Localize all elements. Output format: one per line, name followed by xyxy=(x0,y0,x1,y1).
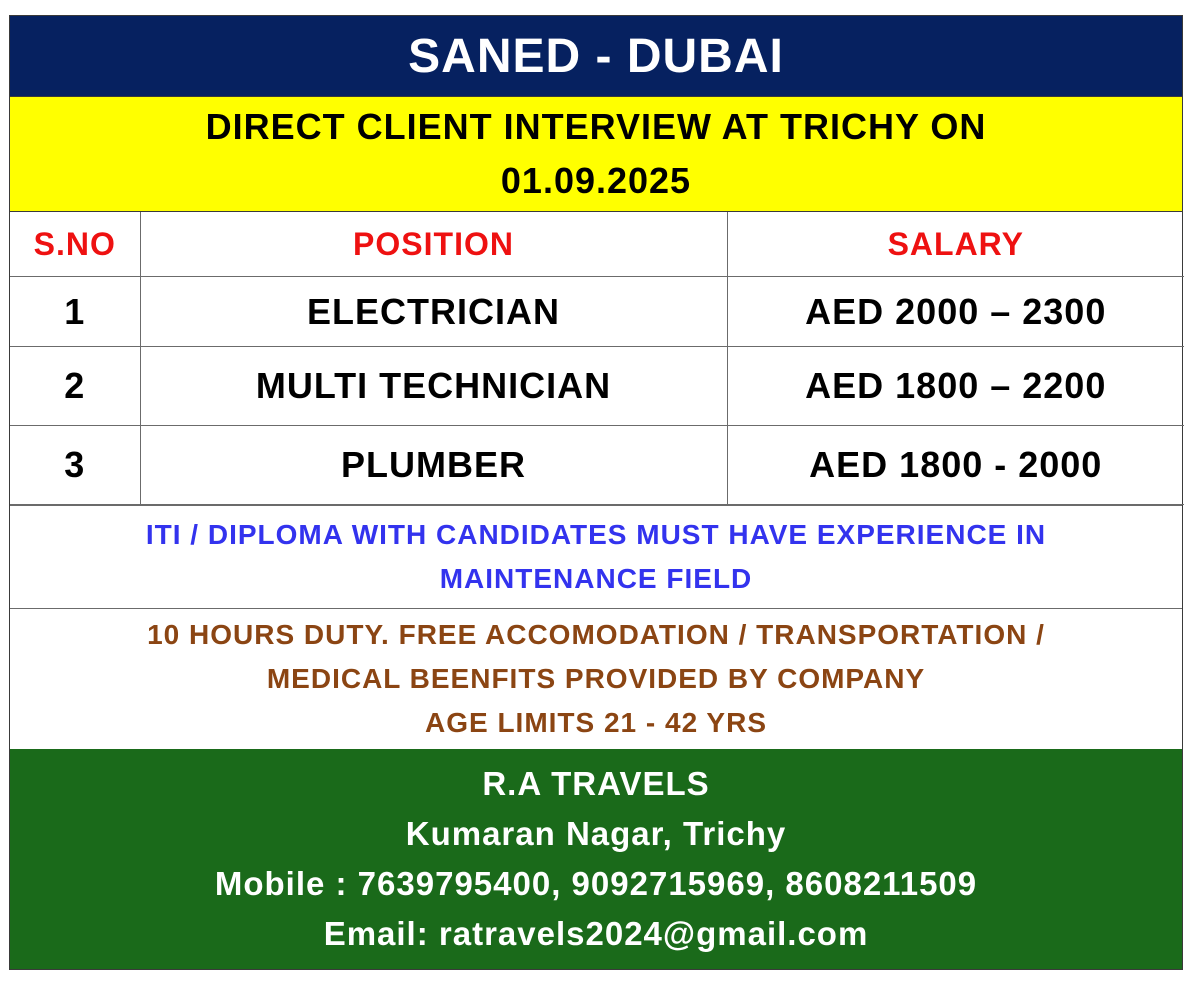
benefits-line2: MEDICAL BEENFITS PROVIDED BY COMPANY xyxy=(266,663,926,694)
row-sno: 3 xyxy=(10,426,140,505)
column-header-salary: SALARY xyxy=(727,212,1184,277)
table-row xyxy=(10,347,1184,426)
row-sno: 1 xyxy=(10,277,140,347)
column-header-sno: S.NO xyxy=(10,212,140,277)
row-sno: 2 xyxy=(10,347,140,426)
row-position: PLUMBER xyxy=(140,426,727,505)
job-poster xyxy=(9,15,1183,970)
column-header-position: POSITION xyxy=(140,212,727,277)
row-salary: AED 2000 – 2300 xyxy=(727,277,1184,347)
contact-footer xyxy=(10,749,1182,969)
table-header-row xyxy=(10,212,1184,277)
qualification-line2: MAINTENANCE FIELD xyxy=(439,563,753,594)
benefits-section xyxy=(10,609,1182,749)
age-limit: AGE LIMITS 21 - 42 YRS xyxy=(424,707,768,738)
row-salary: AED 1800 - 2000 xyxy=(727,426,1184,505)
interview-notice xyxy=(10,97,1182,212)
qualification-requirements xyxy=(10,505,1182,609)
benefits-line1: 10 HOURS DUTY. FREE ACCOMODATION / TRANSPORTATION / xyxy=(147,619,1045,650)
table-row xyxy=(10,277,1184,347)
positions-table xyxy=(10,212,1184,505)
row-position: MULTI TECHNICIAN xyxy=(140,347,727,426)
qualification-line1: ITI / DIPLOMA WITH CANDIDATES MUST HAVE EXPERIENCE IN xyxy=(145,519,1047,550)
row-salary: AED 1800 – 2200 xyxy=(727,347,1184,426)
mobile-numbers: Mobile : 7639795400, 9092715969, 8608211509 xyxy=(214,865,978,902)
interview-date: 01.09.2025 xyxy=(500,160,692,201)
interview-notice-line1: DIRECT CLIENT INTERVIEW AT TRICHY ON xyxy=(205,106,987,147)
poster-title: SANED - DUBAI xyxy=(10,16,1182,97)
company-address: Kumaran Nagar, Trichy xyxy=(405,815,787,852)
table-row xyxy=(10,426,1184,505)
row-position: ELECTRICIAN xyxy=(140,277,727,347)
company-name: R.A TRAVELS xyxy=(482,765,710,802)
email-address: Email: ratravels2024@gmail.com xyxy=(323,915,869,952)
